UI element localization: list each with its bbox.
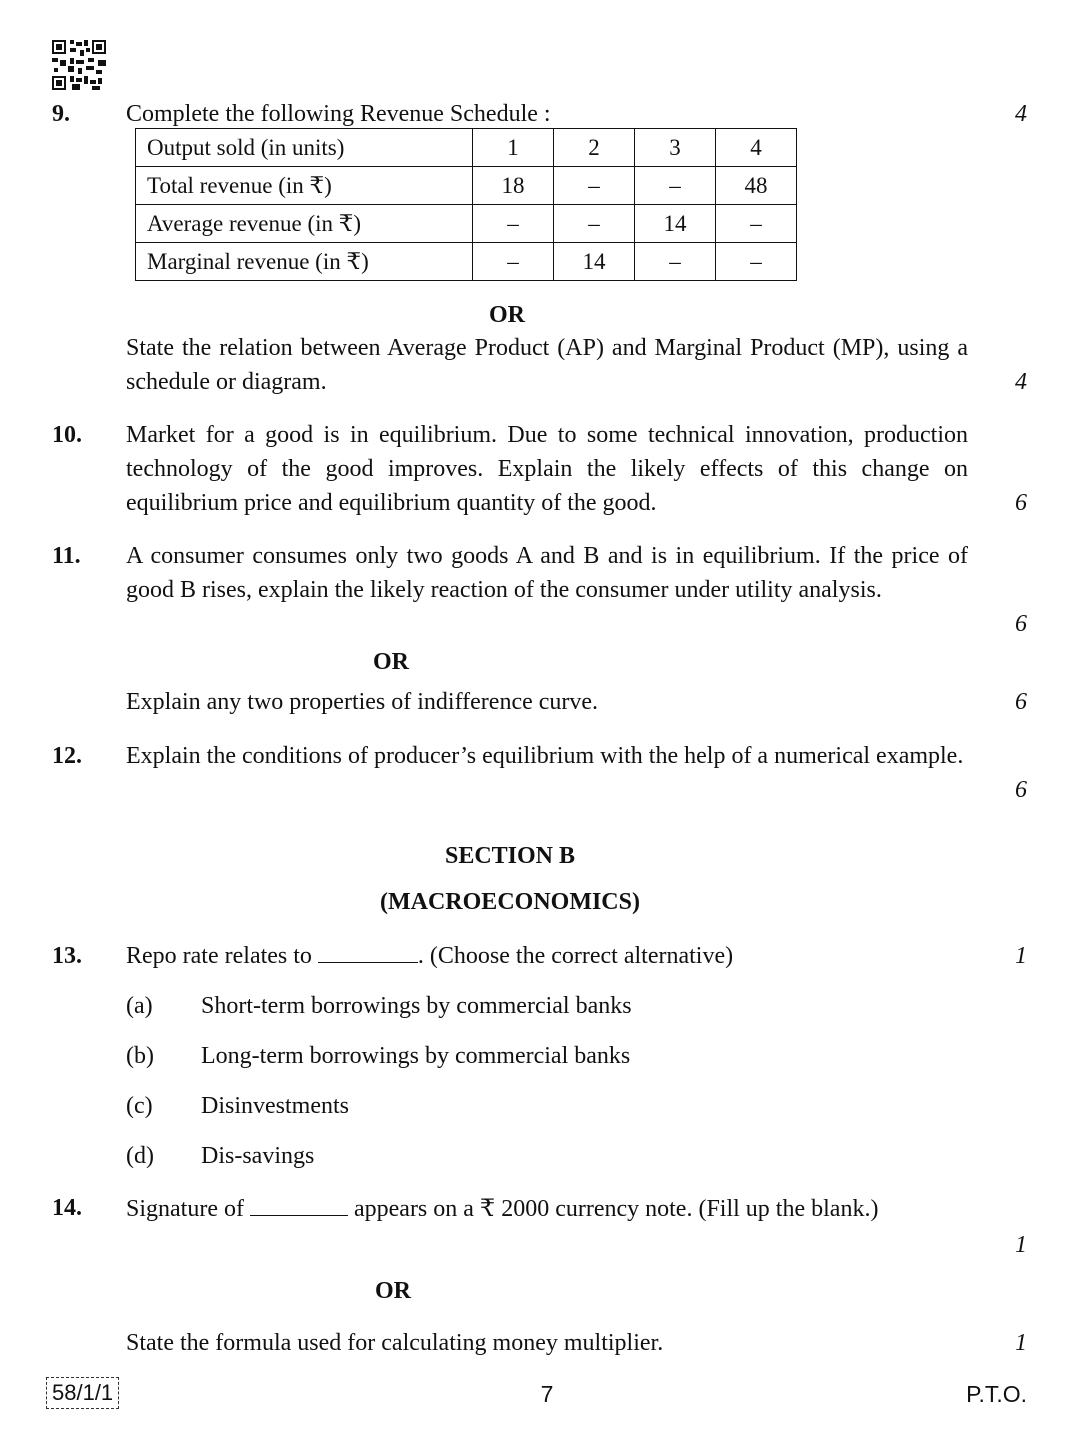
- q9-alt-text: State the relation between Average Product (AP) and Marginal Product (MP), using a schedule or diagram.: [126, 335, 968, 395]
- answer-blank: [318, 940, 418, 963]
- page-number: 7: [540, 1381, 554, 1407]
- q13-marks: 1: [1015, 943, 1027, 969]
- table-row: [136, 167, 797, 205]
- table-cell: –: [716, 243, 797, 281]
- option-label: (b): [126, 1043, 154, 1069]
- table-header-cell: 4: [716, 129, 797, 167]
- q13-text-before: Repo rate relates to: [126, 943, 312, 969]
- table-cell: 14: [554, 243, 635, 281]
- option-text: Dis-savings: [201, 1143, 315, 1169]
- q11-or-label: OR: [373, 649, 409, 675]
- table-header-cell: 2: [554, 129, 635, 167]
- table-cell: 14: [635, 205, 716, 243]
- q10-marks: 6: [1015, 490, 1027, 516]
- q9-or-label: OR: [489, 302, 525, 328]
- q13-text-after: . (Choose the correct alternative): [417, 943, 734, 969]
- table-cell: –: [473, 243, 554, 281]
- option-label: (c): [126, 1093, 153, 1119]
- table-row: [136, 205, 797, 243]
- option-label: (a): [126, 993, 153, 1019]
- q14-number: 14.: [52, 1195, 82, 1221]
- q14-or-label: OR: [375, 1278, 411, 1304]
- q14-text: [126, 1191, 968, 1227]
- option-label: (d): [126, 1143, 154, 1169]
- q14-alt-text: State the formula used for calculating money multiplier.: [126, 1330, 664, 1356]
- section-subtitle: (MACROECONOMICS): [380, 889, 640, 915]
- q13-number: 13.: [52, 943, 82, 969]
- table-cell: –: [635, 243, 716, 281]
- qr-code-icon: [52, 40, 106, 90]
- q14-marks: 1: [1015, 1232, 1027, 1258]
- table-row-label: Total revenue (in ₹): [136, 167, 473, 205]
- table-cell: –: [554, 205, 635, 243]
- q11-marks: 6: [1015, 611, 1027, 637]
- table-cell: –: [554, 167, 635, 205]
- section-title: SECTION B: [444, 843, 576, 869]
- q12-marks: 6: [1015, 777, 1027, 803]
- table-row: [136, 243, 797, 281]
- table-cell: 18: [473, 167, 554, 205]
- table-row-label: Average revenue (in ₹): [136, 205, 473, 243]
- table-cell: –: [716, 205, 797, 243]
- q11-alt-marks: 6: [1015, 689, 1027, 715]
- q11-alt-text: Explain any two properties of indifference curve.: [126, 689, 599, 715]
- option-text: Long-term borrowings by commercial banks: [201, 1043, 631, 1069]
- q11-number: 11.: [52, 543, 81, 569]
- paper-code: 58/1/1: [46, 1377, 119, 1409]
- revenue-schedule-table: [135, 128, 797, 281]
- q14-text-before: Signature of: [126, 1196, 244, 1222]
- q9-text: Complete the following Revenue Schedule :: [126, 101, 551, 127]
- pto-label: P.T.O.: [966, 1381, 1027, 1407]
- q12-number: 12.: [52, 743, 82, 769]
- table-header-cell: 3: [635, 129, 716, 167]
- q9-number: 9.: [52, 101, 70, 127]
- q9-marks: 4: [1015, 101, 1027, 127]
- q14-alt-marks: 1: [1015, 1330, 1027, 1356]
- table-cell: –: [473, 205, 554, 243]
- table-header-cell: 1: [473, 129, 554, 167]
- q14-text-after: appears on a ₹ 2000 currency note. (Fill up the blank.): [353, 1196, 879, 1222]
- table-row-label: Marginal revenue (in ₹): [136, 243, 473, 281]
- q12-text: Explain the conditions of producer’s equilibrium with the help of a numerical example.: [126, 743, 964, 769]
- q13-text: [126, 939, 968, 973]
- q10-text: Market for a good is in equilibrium. Due to some technical innovation, production technology of the good improves. Explain the likely effects of this change on equilibrium price and equilibrium quantity of the good.: [126, 422, 968, 516]
- q9-alt-marks: 4: [1015, 369, 1027, 395]
- table-cell: 48: [716, 167, 797, 205]
- answer-blank: [250, 1193, 348, 1216]
- option-text: Short-term borrowings by commercial banks: [201, 993, 632, 1019]
- table-header-label: Output sold (in units): [136, 129, 473, 167]
- option-text: Disinvestments: [201, 1093, 349, 1119]
- table-row: [136, 129, 797, 167]
- table-cell: –: [635, 167, 716, 205]
- q11-text: A consumer consumes only two goods A and B and is in equilibrium. If the price of good B rises, explain the likely reaction of the consumer under utility analysis.: [126, 543, 968, 603]
- q10-number: 10.: [52, 422, 82, 448]
